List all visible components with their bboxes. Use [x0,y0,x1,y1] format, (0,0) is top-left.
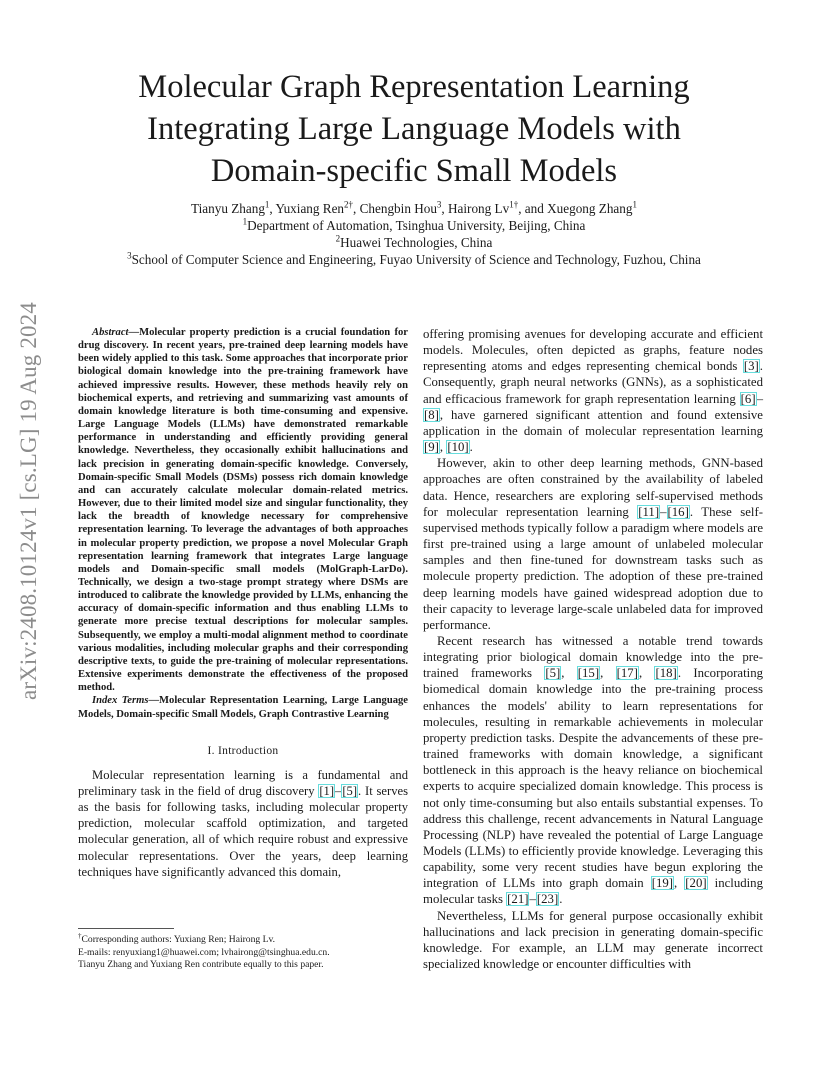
body-paragraph: Recent research has witnessed a notable trend towards integrating prior biological domain knowledge into the pre-trained frameworks [5], [15], [17], [18]. Incorporating biomedical domain knowledge into the pre-training process enhances the models' ability to learn representations for molecules, resulting in remarkable achievements in molecular property prediction tasks. Despite the advancements of these pre-trained frameworks with domain knowledge, a significant bottleneck in this approach is the heavy reliance on biochemical experts to acquire specialized domain knowledge. This process is not only time-consuming but also entails substantial expenses. To address this challenge, recent advancements in Natural Language Processing (NLP) have revealed the potential of Large Language Models (LLMs) to efficiently provide knowledge. Leveraging this capability, some very recent studies have begun exploring the integration of LLMs into graph domain [19], [20] including molecular tasks [21]–[23]. [423,633,763,907]
citation-link[interactable]: [9] [424,440,439,455]
citation-link[interactable]: [17] [616,666,638,681]
citation-link[interactable]: [20] [685,876,707,891]
body-paragraph: Nevertheless, LLMs for general purpose occasionally exhibit hallucinations and lack precision in generating domain-specific knowledge. For example, an LLM may generate incorrect specialized knowledge or encounter difficulties with [423,908,763,972]
affiliation-3: $^3$School of Computer Science and Engineering, Fuyao University of Science and Technology, Fuzhou, China [127,250,701,267]
author-affil-mark: 1† [509,199,519,210]
footnotes [78,931,418,972]
citation-link[interactable]: [8] [424,407,439,422]
author-list: Tianyu Zhang$^1$, Yuxiang Ren$^{2\dagger}$, Chengbin Hou$^3$, Hairong $Lv^{1\dagger}$, and Xuegong Zhang$^1$ [191,199,637,216]
footnote-equal-contribution: Tianyu Zhang and Yuxiang Ren contribute equally to this paper. [78,959,324,970]
affiliation-2: $^2$Huawei Technologies, China [335,233,493,250]
author-affil-mark: 2† [344,199,354,210]
index-terms [78,694,408,720]
abstract-text: —Molecular property prediction is a crucial foundation for drug discovery. In recent years, pre-trained deep learning models have been widely applied to this task. Some approaches that incorporate prior biological domain knowledge into the pre-training framework have achieved impressive results. However, these methods heavily rely on biochemical experts, and retrieving and summarizing vast amounts of domain knowledge literature is both time-consuming and expensive. Large Language Models (LLMs) have demonstrated remarkable performance in understanding and efficiently providing general knowledge. Nevertheless, they occasionally exhibit hallucinations and lack precision in generating domain-specific knowledge. Conversely, Domain-specific Small Models (DSMs) possess rich domain knowledge and can accurately calculate molecular domain-related metrics. However, due to their limited model size and singular functionality, they lack the breadth of knowledge necessary for comprehensive representation learning. To leverage the advantages of both approaches in molecular property prediction, we propose a novel Molecular Graph representation learning framework that integrates Large language models and Domain-specific small models (MolGraph-LarDo). Technically, we design a two-stage prompt strategy where DSMs are introduced to calibrate the knowledge provided by LLMs, enhancing the accuracy of domain-specific information and thus enabling LLMs to generate more precise textual descriptions for molecular samples. Subsequently, we employ a multi-modal alignment method to coordinate various modalities, including molecular graphs and their corresponding descriptive texts, to guide the pre-training of molecular representations. Extensive experiments demonstrate the effectiveness of the proposed method. [78,327,408,694]
right-column [423,326,763,972]
footnote-emails: E-mails: renyuxiang1@huawei.com; lvhairong@tsinghua.edu.cn. [78,946,330,958]
footnote-corresponding: †Corresponding authors: Yuxiang Ren; Hairong Lv. [78,931,276,945]
index-terms-text: —Molecular Representation Learning, Large Language Models, Domain-specific Small Models, Graph Contrastive Learning [78,695,409,720]
index-terms-label: Index Terms [92,695,149,707]
arxiv-identifier-stamp: arXiv:2408.10124v1 [cs.LG] 19 Aug 2024 [16,302,41,700]
intro-paragraph: Molecular representation learning is a fundamental and preliminary task in the field of drug discovery [1]–[5]. It serves as the basis for following tasks, including molecular property prediction, molecular scaffold optimization, and targeted molecular generation, all of which require robust and expressive molecular representations. Over the years, deep learning techniques have significantly advanced this domain, [78,767,408,879]
title-line-3: Domain-specific Small Models [210,153,618,189]
author-name: Hairong Lv [448,201,510,216]
author-block [40,200,788,268]
author-name: Xuegong Zhang [547,201,633,216]
affiliation-1: $^1$Department of Automation, Tsinghua University, Beijing, China [242,216,586,233]
author-affil-mark: 1 [632,199,637,210]
citation-link[interactable]: [5] [342,783,358,798]
author-name: Chengbin Hou [359,201,437,216]
citation-link[interactable]: [21] [507,892,529,907]
author-affil-mark: 1 [264,199,270,210]
citation-link[interactable]: [1] [319,783,335,798]
citation-link[interactable]: [18] [655,666,677,681]
author-name: Yuxiang Ren [275,201,345,216]
citation-link[interactable]: [6] [740,391,756,406]
author-affil-mark: 3 [436,199,442,210]
citation-link[interactable]: [5] [545,666,561,681]
citation-link[interactable]: [10] [447,440,469,455]
section-heading: I. Introduction [207,744,279,757]
body-paragraph: However, akin to other deep learning methods, GNN-based approaches are often constrained by the availability of labeled data. Hence, researchers are exploring self-supervised methods for molecular representation learning [11]–[16]. These self-supervised methods typically follow a paradigm where models are first pre-trained using a large amount of unlabeled molecular samples and then fine-tuned for downstream tasks such as molecule property prediction. The adoption of these pre-trained deep learning models have gained widespread adoption due to their capacity to leverage large-scale unlabeled data for improved performance. [423,456,763,632]
citation-link[interactable]: [23] [536,892,559,907]
title-line-2: Integrating Large Language Models with [147,111,681,147]
author-name: Tianyu Zhang [191,201,265,216]
abstract [78,326,408,694]
citation-link[interactable]: [16] [667,504,689,519]
citation-link[interactable]: [15] [577,666,600,681]
abstract-label: Abstract [92,327,129,338]
footnote-divider [78,928,174,929]
citation-link[interactable]: [19] [651,876,674,891]
body-paragraph: offering promising avenues for developing accurate and efficient models. Molecules, often depicted as graphs, feature nodes representing atoms and edges representing chemical bonds [3]. Consequently, graph neural networks (GNNs), as a sophisticated and efficacious framework for graph representation learning [6]–[8], have garnered significant attention and found extensive application in the domain of molecular representation learning [9], [10]. [423,327,763,455]
title-line-1: Molecular Graph Representation Learning [138,69,690,105]
paper-title [60,66,768,192]
citation-link[interactable]: [11] [638,504,660,519]
citation-link[interactable]: [3] [743,359,759,374]
left-column [78,326,408,880]
